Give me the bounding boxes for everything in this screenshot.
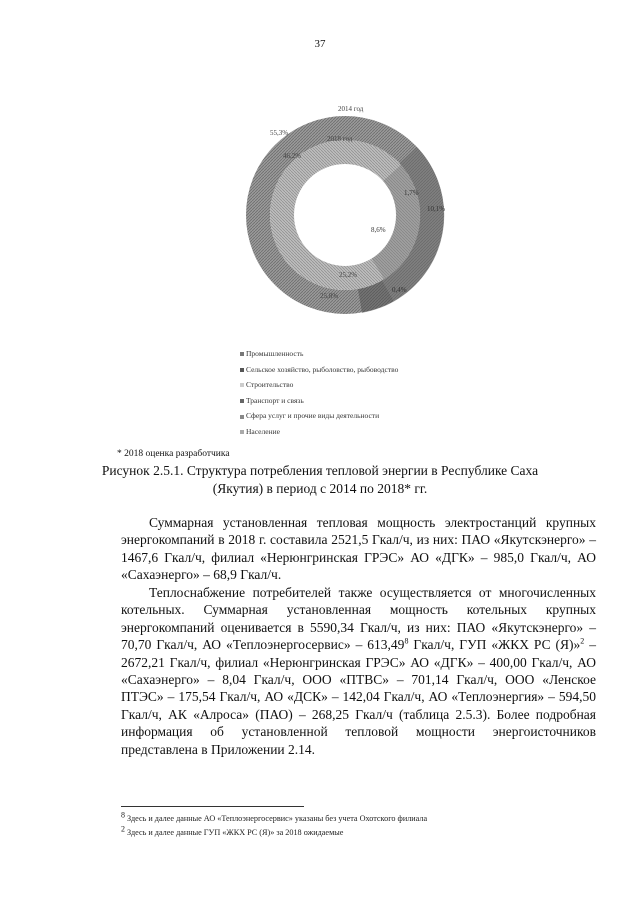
caption-line-2: (Якутия) в период с 2014 по 2018* гг. — [212, 481, 428, 496]
chart-legend — [240, 346, 398, 440]
caption-line-1: Рисунок 2.5.1. Структура потребления тепловой энергии в Республике Саха — [101, 463, 539, 478]
legend-marker-icon — [240, 368, 244, 372]
paragraph-2-text-2: Гкал/ч, ГУП «ЖКХ РС (Я)» — [408, 637, 581, 653]
footnote-ref[interactable]: 8 — [404, 636, 409, 646]
legend-item — [240, 346, 398, 362]
paragraph-2-text-1: Теплоснабжение потребителей также осуществляется от многочисленных котельных. Суммарная установленная мощность котельных крупных энергокомпаний оценивается в 5590,34 Гкал/ч, из них: ПАО «Якутскэнерго» – 70,70 Гкал/ч, АО «Теплоэнергосервис» – 613,49 — [121, 585, 596, 653]
footnote-text: Здесь и далее данные АО «Теплоэнергосервис» указаны без учета Охотского филиала — [125, 814, 428, 823]
figure-caption — [100, 462, 540, 498]
slice-label: 25,8% — [320, 292, 339, 300]
slice-label: 25,2% — [339, 271, 358, 279]
footnote — [121, 824, 344, 837]
legend-label: Сфера услуг и прочие виды деятельности — [246, 411, 380, 421]
slice-label: 0,4% — [392, 286, 407, 294]
legend-label: Сельское хозяйство, рыболовство, рыбоводство — [246, 364, 399, 374]
legend-marker-icon — [240, 415, 244, 419]
footnote-ref[interactable]: 2 — [580, 636, 585, 646]
slice-label: 10,1% — [427, 205, 446, 213]
paragraph-1 — [121, 514, 596, 584]
footnote-mark: 2 — [121, 824, 125, 834]
inner-ring-segment-dark — [378, 173, 408, 269]
slice-label: 1,7% — [404, 189, 419, 197]
chart-note: * 2018 оценка разработчика — [117, 449, 230, 459]
paragraph-2 — [121, 584, 596, 758]
footnote — [121, 810, 428, 823]
legend-item — [240, 424, 398, 440]
paragraph-2-text-3: – 2672,21 Гкал/ч, филиал «Нерюнгринская ГРЭС» АО «ДГК» – 400,00 Гкал/ч, АО «Сахаэнерго» – 8,04 Гкал/ч, ООО «ПТВС» – 701,14 Гкал/ч, ООО «Ленское ПТЭС» – 175,54 Гкал/ч, АО «ДСК» – 142,04 Гкал/ч, АО «Теплоэнергия» – 594,50 Гкал/ч, АК «Алроса» (ПАО) – 268,25 Гкал/ч (таблица 2.5.3). Более подробная информация об установленной тепловой мощности энергоисточников представлена в Приложении 2.14. — [121, 637, 597, 757]
legend-label: Промышленность — [246, 349, 304, 358]
legend-item — [240, 362, 398, 378]
legend-label: Строительство — [246, 380, 294, 390]
footnote-text: Здесь и далее данные ГУП «ЖКХ РС (Я)» за 2018 ожидаемые — [125, 828, 344, 837]
footnote-divider — [121, 806, 304, 807]
slice-label: 55,3% — [270, 129, 289, 137]
legend-marker-icon — [240, 383, 244, 387]
legend-marker-icon — [240, 352, 244, 356]
page-number: 37 — [314, 38, 326, 50]
year-label-inner: 2018 год — [327, 135, 353, 143]
legend-label: Транспорт и связь — [246, 395, 304, 405]
legend-item — [240, 377, 398, 393]
legend-marker-icon — [240, 399, 244, 403]
slice-label: 8,6% — [371, 226, 386, 234]
paragraph-1-text: Суммарная установленная тепловая мощность электростанций крупных энергокомпаний в 2018 г. составила 2521,5 Гкал/ч, из них: ПАО «Якутскэнерго» – 1467,6 Гкал/ч, филиал «Нерюнгринская ГРЭС» АО «ДГК» – 985,0 Гкал/ч, АО «Сахаэнерго» – 68,9 Гкал/ч. — [121, 515, 596, 583]
year-label-outer: 2014 год — [338, 105, 364, 113]
outer-ring-segment-bottom — [360, 291, 388, 301]
footnote-mark: 8 — [121, 810, 125, 820]
legend-item — [240, 393, 398, 409]
legend-marker-icon — [240, 430, 244, 434]
legend-item — [240, 408, 398, 424]
slice-label: 46,2% — [283, 152, 302, 160]
legend-label: Население — [246, 426, 280, 436]
